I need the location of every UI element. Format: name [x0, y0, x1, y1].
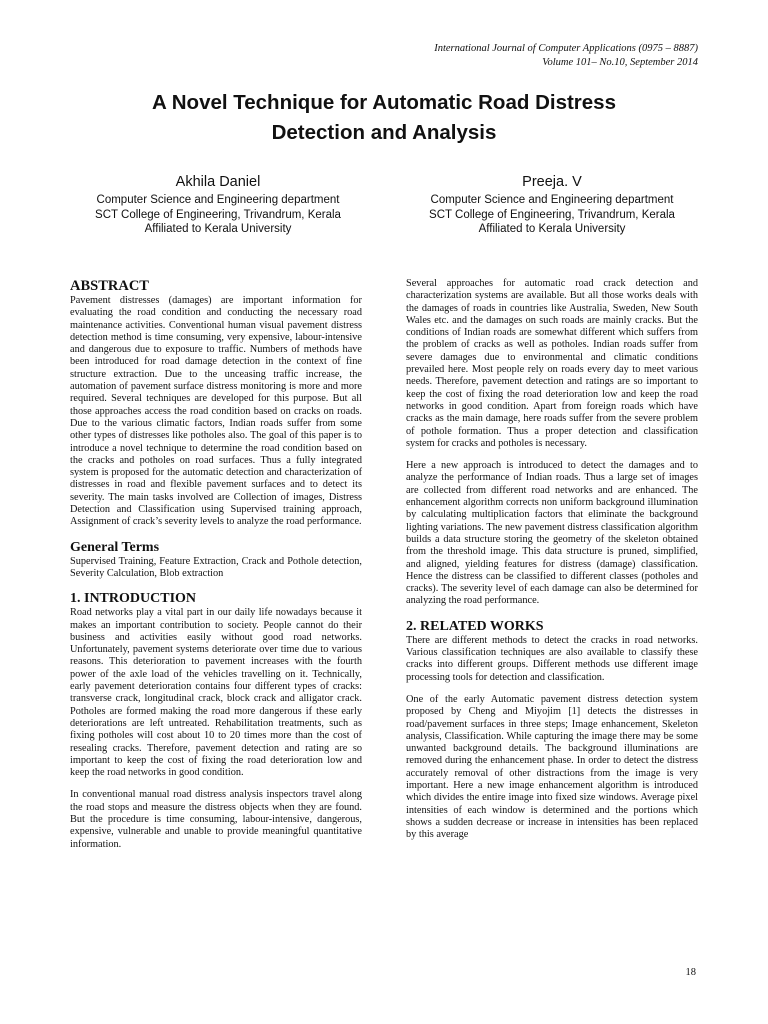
- related-works-paragraph: One of the early Automatic pavement distress detection system proposed by Cheng and Miyojim [1] detects the distresses in road/pavement surfaces in three steps; Image enhancement, Skeleton analysis, Classification. While capturing the image there may be some unwanted background details. The background illuminations are removed during the enhancement phase. In order to detect the distress accurately removal of other distractions from the image is very important. Here a new image enhancement algorithm is introduced which divides the entire image into fixed size windows. Average pixel intensities of each window is determined and the portions which shows a sudden decrease or increase in intensities has been replaced by this average: [406, 693, 698, 841]
- left-column: [70, 278, 362, 861]
- author-affiliation: Affiliated to Kerala University: [478, 223, 626, 235]
- author-name: Akhila Daniel: [175, 174, 261, 190]
- general-terms-heading: General Terms: [70, 539, 160, 555]
- related-works-paragraph: There are different methods to detect the cracks in road networks. Various classification techniques are also available to classify these cracks into different groups. Different methods use different image processing tools for detection and classification.: [406, 634, 698, 683]
- paper-title: [60, 88, 708, 148]
- paper-title-line2: Detection and Analysis: [271, 121, 497, 144]
- general-terms-text: Supervised Training, Feature Extraction, Crack and Pothole detection, Severity Calculation, Blob extraction: [70, 555, 362, 579]
- author-name: Preeja. V: [522, 174, 582, 190]
- abstract-text: Pavement distresses (damages) are important information for evaluating the road condition and conducting the necessary road maintenance activities. Conventional human visual pavement distress detection method is time consuming, very expensive, labour-intensive and dangerous due to exposure to traffic. Numbers of methods have been introduced for road damage detection in the context of fine structure extraction. Due to the unceasing traffic increase, the automation of pavement surface distress monitoring is more and more required. Several techniques are developed for this purpose. But all those approaches access the road condition based on cracks on roads. Due to the various climatic factors, Indian roads suffer from some other types of distresses like potholes also. The goal of this paper is to introduce a novel technique to determine the road condition based on the cracks and potholes on road surfaces. Thus a fully integrated system is proposed for the automatic detection and characterization of distresses in road and flexible pavement surfaces and to detect its severity. The main tasks involved are Collection of images, Distress Detection and Classification using Supervised training approach, Assignment of crack’s severity levels to analyze the road performance.: [70, 295, 362, 528]
- author-block-1: [68, 174, 368, 237]
- journal-name: International Journal of Computer Applications (0975 – 8887): [434, 43, 698, 54]
- journal-header: [278, 42, 698, 70]
- paper-title-line1: A Novel Technique for Automatic Road Distress: [152, 91, 616, 114]
- page-number: 18: [685, 967, 696, 978]
- introduction-heading: 1. INTRODUCTION: [70, 591, 197, 607]
- author-college: SCT College of Engineering, Trivandrum, Kerala: [95, 208, 341, 221]
- author-department: Computer Science and Engineering department: [430, 194, 674, 206]
- abstract-heading: ABSTRACT: [70, 278, 149, 294]
- related-works-heading: 2. RELATED WORKS: [406, 618, 544, 634]
- journal-volume: Volume 101– No.10, September 2014: [542, 57, 698, 68]
- introduction-paragraph: Here a new approach is introduced to detect the damages and to analyze the performance of Indian roads. Thus a large set of images are collected from different road networks and are enhanced. The enhancement algorithm corrects non uniform background illumination by calculating multiplication factors that eliminate the background lighting variations. The new pavement distress classification algorithm builds a data structure storing the geometry of the skeleton obtained from the threshold image. This data structure is pruned, simplified, and aligned, yielding features for distress (damage) classification. Hence the distress can be classified to different classes (potholes and cracks). The severity level of each damage can also be determined for analyzing the road performance.: [406, 460, 698, 607]
- right-column: [406, 278, 698, 851]
- introduction-paragraph: Road networks play a vital part in our daily life nowadays because it makes an important contribution to society. People cannot do their business and activities easily without good road networks. Unfortunately, pavement systems deteriorate over time due to various reasons. This deterioration to pavement increases with the fourth power of the axle load of the vehicles travelling on it. Technically, early pavement deterioration contains four different types of cracks: transverse crack, longitudinal crack, block crack and alligator crack. Potholes are formed making the road more dangerous if these early deteriorations are left untreated. Rehabilitation treatments, such as fixing potholes will cost about 10 to 20 times more than the cost of resealing cracks. Therefore, pavement detection and rating are so important to keep the cost of fixing the road deterioration low and keep the road networks in good condition.: [70, 607, 362, 779]
- author-department: Computer Science and Engineering department: [96, 194, 340, 206]
- introduction-paragraph: Several approaches for automatic road crack detection and characterization systems are available. But all those works deals with the damages of roads in countries like Australia, Sweden, New South Wales etc. and the damages on such roads are mainly cracks. But the conditions of Indian roads are somewhat different which suffers from the problem of cracks as well as potholes. Indian roads suffer from severe damages due to environmental and climatic conditions prevailed here. Most people rely on roads every day to meet various needs. Therefore, pavement detection and ratings are so important to keep the cost of fixing the road deterioration low and keep the road networks in good condition. Apart from foreign roads which have cracks as the main damage, here roads suffer from the severe problem of pothole formation. Thus a proper detection and classification system for cracks and potholes is necessary.: [406, 278, 698, 449]
- author-block-2: [402, 174, 702, 237]
- author-college: SCT College of Engineering, Trivandrum, Kerala: [429, 208, 675, 221]
- introduction-paragraph: In conventional manual road distress analysis inspectors travel along the road stops and measure the distress objects when they are found. But the procedure is time consuming, labour-intensive, dangerous, expensive, vulnerable and unable to provide meaningful quantitative information.: [70, 789, 362, 850]
- author-affiliation: Affiliated to Kerala University: [144, 223, 292, 235]
